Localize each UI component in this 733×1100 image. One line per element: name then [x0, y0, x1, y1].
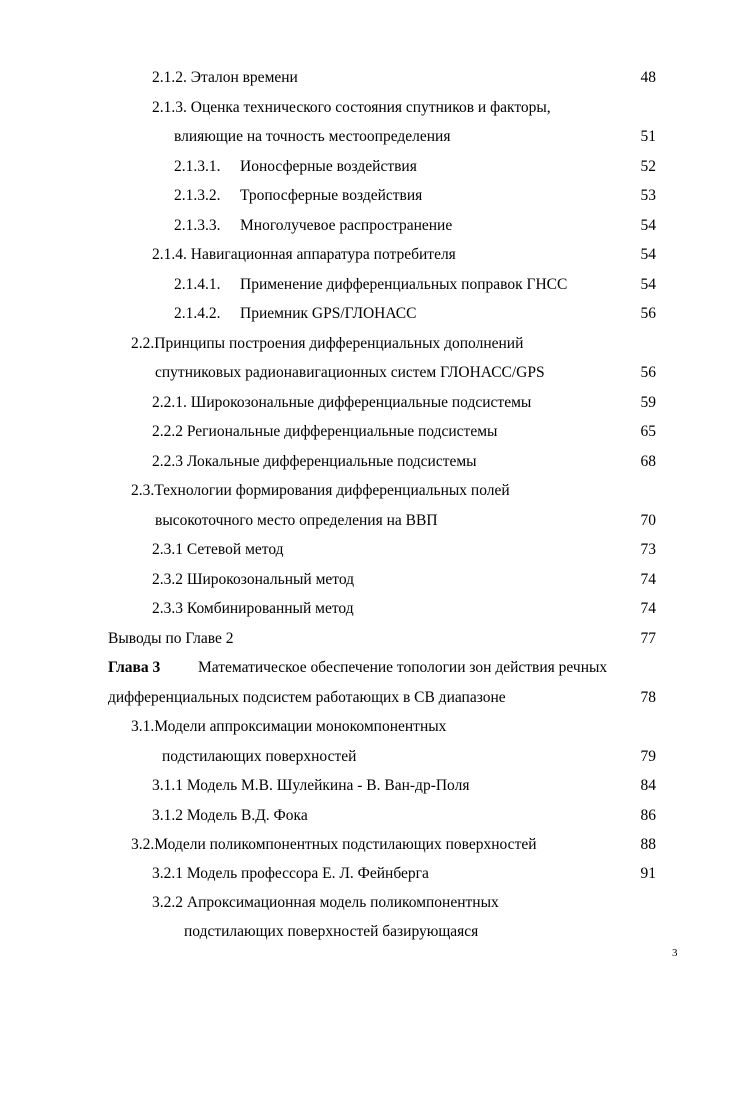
toc-entry-text: 3.1.Модели аппроксимации монокомпонентных: [131, 718, 447, 735]
toc-entry: [174, 304, 416, 324]
toc-entry-page: 54: [640, 246, 656, 263]
toc-entry-page: 68: [640, 453, 656, 470]
toc-entry-text: 3.1.1 Модель М.В. Шулейкина - В. Ван-др-Поля: [152, 777, 470, 794]
toc-entry-text: влияющие на точность местоопределения: [174, 128, 451, 145]
toc-entry-page: 51: [640, 128, 656, 145]
page-number: 3: [672, 947, 678, 959]
toc-entry-page: 77: [640, 630, 656, 647]
toc-entry-text: 2.1.4. Навигационная аппаратура потребителя: [152, 246, 456, 263]
toc-entry-text: высокоточного место определения на ВВП: [155, 512, 438, 529]
toc-entry: [174, 216, 452, 236]
toc-entry-text: Выводы по Главе 2: [108, 630, 234, 647]
toc-entry-text: 2.3.3 Комбинированный метод: [152, 600, 354, 617]
toc-entry-page: 79: [640, 748, 656, 765]
toc-entry-text: Многолучевое распространение: [240, 217, 453, 234]
toc-entry-text: 3.1.2 Модель В.Д. Фока: [152, 807, 308, 824]
toc-entry-text: Математическое обеспечение топологии зон действия речных: [198, 659, 608, 676]
toc-entry-text: 2.2.3 Локальные дифференциальные подсистемы: [152, 453, 477, 470]
toc-entry-text: 2.2.2 Региональные дифференциальные подсистемы: [152, 423, 498, 440]
toc-entry-page: 54: [640, 276, 656, 293]
toc-entry-page: 70: [640, 512, 656, 529]
toc-entry-page: 59: [640, 394, 656, 411]
toc-entry-number: 2.1.4.2.: [174, 305, 221, 322]
toc-entry-page: 53: [640, 187, 656, 204]
toc-entry-text: 2.1.2. Эталон времени: [152, 69, 298, 86]
toc-entry-text: Приемник GPS/ГЛОНАСС: [240, 305, 417, 322]
toc-entry-page: 56: [640, 305, 656, 322]
toc-entry-page: 56: [640, 364, 656, 381]
toc-entry-page: 84: [640, 777, 656, 794]
toc-entry-page: 65: [640, 423, 656, 440]
toc-entry-text: 2.3.Технологии формирования дифференциальных полей: [131, 482, 510, 499]
toc-entry: [174, 186, 422, 206]
toc-entry-number: 2.1.3.2.: [174, 187, 221, 204]
toc-entry-page: 86: [640, 807, 656, 824]
toc-entry-number: 2.1.4.1.: [174, 276, 221, 293]
toc-entry-text: 2.1.3. Оценка технического состояния спутников и факторы,: [152, 99, 551, 116]
toc-entry-text: 2.3.2 Широкозональный метод: [152, 571, 355, 588]
toc-entry-text: спутниковых радионавигационных систем ГЛОНАСС/GPS: [155, 364, 545, 381]
toc-entry-page: 73: [640, 541, 656, 558]
toc-entry-text: 3.2.Модели поликомпонентных подстилающих поверхностей: [131, 836, 537, 853]
toc-entry-text: Применение дифференциальных поправок ГНСС: [240, 276, 568, 293]
toc-entry-text: подстилающих поверхностей базирующаяся: [184, 923, 479, 940]
toc-entry-text: подстилающих поверхностей: [162, 748, 357, 765]
toc-entry: [174, 275, 567, 295]
toc-entry-page: 54: [640, 217, 656, 234]
toc-entry-text: 3.2.2 Апроксимационная модель поликомпонентных: [152, 894, 499, 911]
toc-entry-page: 74: [640, 571, 656, 588]
toc-entry-text: Тропосферные воздействия: [240, 187, 423, 204]
toc-entry-page: 91: [640, 865, 656, 882]
toc-entry: [174, 157, 417, 177]
toc-entry-number: 2.1.3.1.: [174, 158, 221, 175]
toc-entry-text: Ионосферные воздействия: [240, 158, 417, 175]
toc-entry-text: 2.2.Принципы построения дифференциальных дополнений: [131, 335, 524, 352]
toc-entry-text: 3.2.1 Модель профессора Е. Л. Фейнберга: [152, 865, 429, 882]
chapter-label: Глава 3: [108, 659, 161, 676]
toc-entry-page: 52: [640, 158, 656, 175]
toc-entry-number: 2.1.3.3.: [174, 217, 221, 234]
toc-entry-page: 48: [640, 69, 656, 86]
toc-chapter-entry: [108, 658, 607, 678]
toc-entry-text: 2.2.1. Широкозональные дифференциальные подсистемы: [152, 394, 532, 411]
toc-entry-text: дифференциальных подсистем работающих в СВ диапазоне: [108, 689, 506, 706]
toc-entry-page: 78: [640, 689, 656, 706]
toc-entry-page: 88: [640, 836, 656, 853]
toc-entry-text: 2.3.1 Сетевой метод: [152, 541, 284, 558]
toc-entry-page: 74: [640, 600, 656, 617]
